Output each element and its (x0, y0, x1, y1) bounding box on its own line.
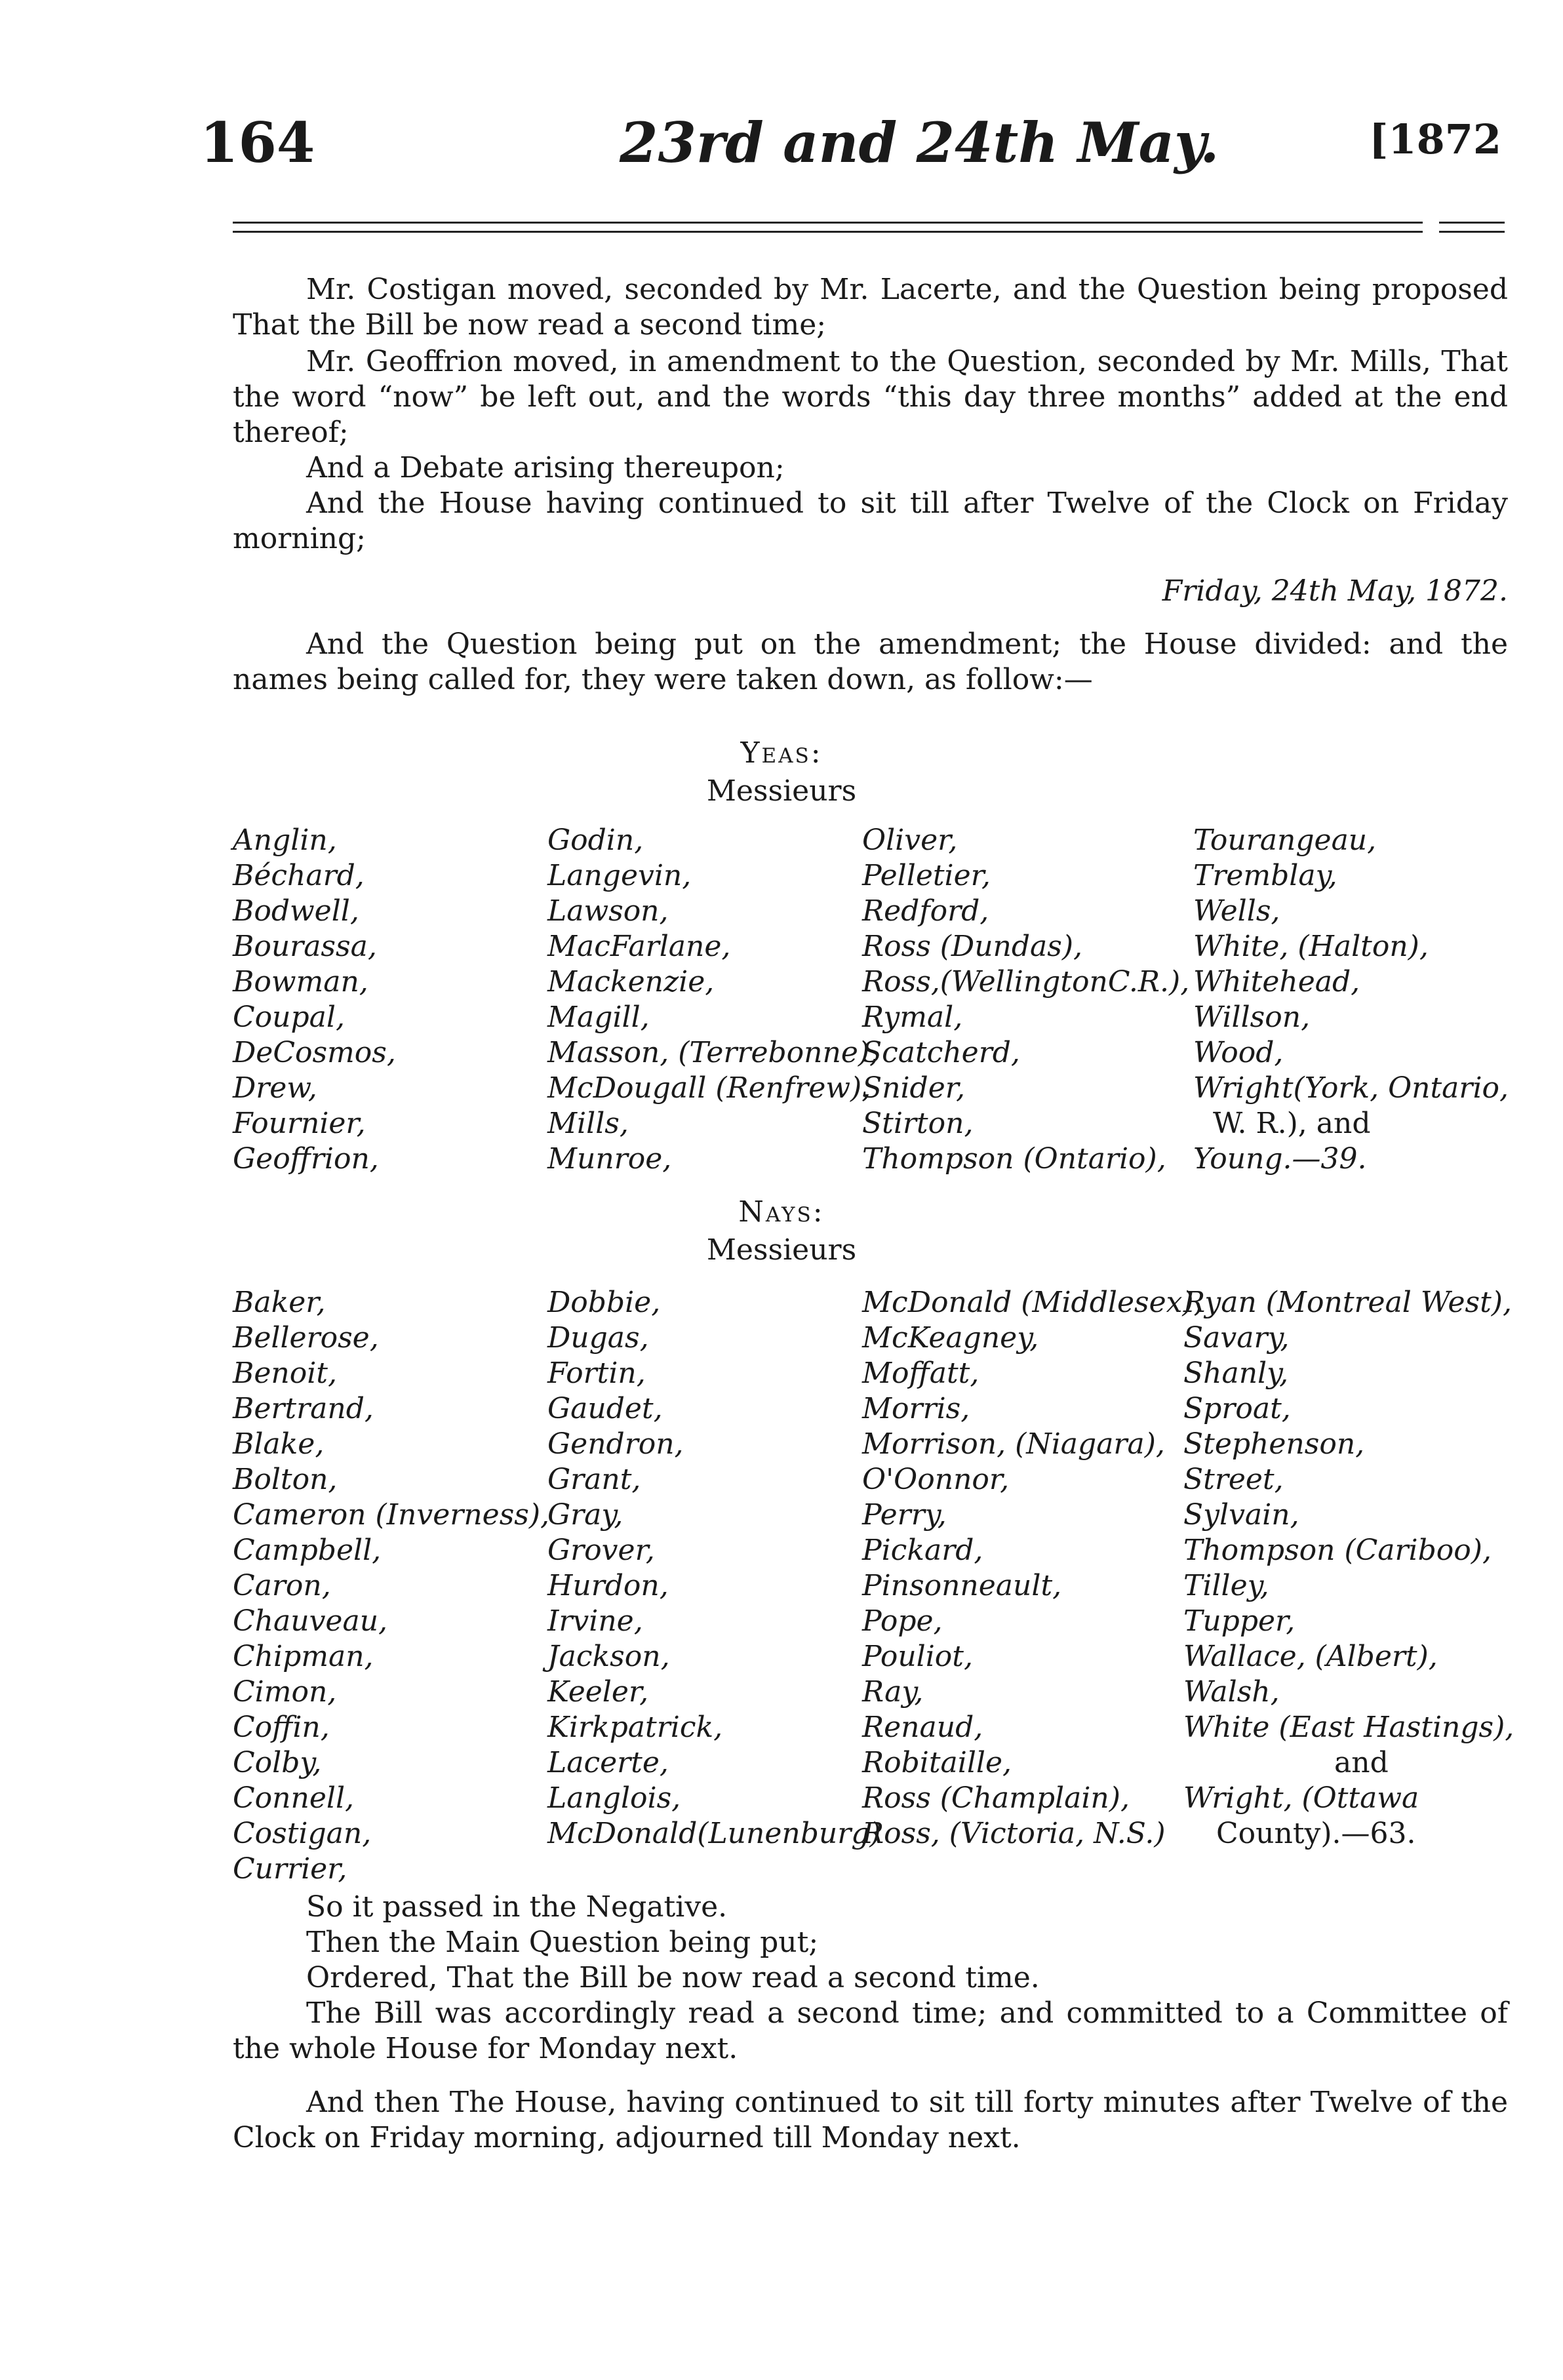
list-item: Coffin, (233, 1711, 330, 1744)
list-item: Anglin, (233, 823, 337, 857)
list-item: Campbell, (233, 1534, 382, 1567)
list-item: Gray, (547, 1498, 623, 1532)
list-item: Godin, (547, 823, 644, 857)
yeas-column-4 (1193, 823, 1509, 1177)
list-item: Renaud, (862, 1711, 983, 1744)
list-item: Stephenson, (1183, 1427, 1365, 1461)
list-item: Oliver, (862, 823, 958, 857)
nays-heading: Nays: (738, 1195, 825, 1229)
list-item: Bodwell, (233, 894, 359, 928)
date-line: Friday, 24th May, 1872. (1162, 574, 1508, 608)
list-item: Perry, (862, 1498, 947, 1532)
sitting-paragraph: And the House having continued to sit till after Twelve of the Clock on Friday morning; (233, 486, 1508, 555)
list-item: Mackenzie, (547, 965, 715, 999)
list-item: Pope, (862, 1604, 943, 1638)
list-item: Caron, (233, 1569, 331, 1602)
list-item: Sproat, (1183, 1392, 1291, 1425)
list-item: Chipman, (233, 1640, 374, 1673)
list-item: Stirton, (862, 1107, 974, 1140)
list-item: Colby, (233, 1746, 322, 1779)
list-item: Hurdon, (547, 1569, 669, 1602)
list-item: Mills, (547, 1107, 629, 1140)
list-item: McDonald(Lunenburg) (547, 1817, 881, 1850)
list-item: Cimon, (233, 1675, 337, 1709)
nays-column-2 (547, 1285, 881, 1852)
list-item: Walsh, (1183, 1675, 1280, 1709)
list-item: Wright(York, Ontario, (1193, 1071, 1509, 1105)
yeas-column-1 (233, 823, 396, 1177)
yeas-heading: Yeas: (740, 736, 823, 770)
adjournment-paragraph: And then The House, having continued to sit till forty minutes after Twelve of the Clock on Friday morning, adjourned till Monday next. (233, 2086, 1508, 2154)
list-item: Dugas, (547, 1321, 649, 1355)
list-item: Bowman, (233, 965, 368, 999)
list-item: Pinsonneault, (862, 1569, 1062, 1602)
list-item: Bellerose, (233, 1321, 379, 1355)
list-item: McKeagney, (862, 1321, 1039, 1355)
list-item: Thompson (Ontario), (862, 1142, 1166, 1176)
list-item: Whitehead, (1193, 965, 1360, 999)
list-item: Ross,(WellingtonC.R.), (862, 965, 1190, 999)
list-item: Ray, (862, 1675, 924, 1709)
list-item: Kirkpatrick, (547, 1711, 723, 1744)
list-item: Irvine, (547, 1604, 643, 1638)
header-rule-short (1439, 231, 1505, 233)
header-rule (233, 231, 1423, 233)
list-item: Sylvain, (1183, 1498, 1299, 1532)
list-item: Langlois, (547, 1781, 681, 1815)
page-title: 23rd and 24th May. (620, 110, 1219, 175)
list-item: and (1334, 1746, 1389, 1779)
list-item: Costigan, (233, 1817, 372, 1850)
list-item: Currier, (233, 1852, 347, 1886)
list-item: White (East Hastings), (1183, 1711, 1514, 1744)
nays-column-4 (1183, 1285, 1514, 1852)
list-item: Coupal, (233, 1001, 345, 1034)
header-rule (233, 222, 1423, 224)
list-item: Ross (Dundas), (862, 930, 1083, 963)
list-item: Lacerte, (547, 1746, 669, 1779)
list-item: Connell, (233, 1781, 355, 1815)
list-item: Blake, (233, 1427, 325, 1461)
list-item: Dobbie, (547, 1286, 661, 1319)
motion-paragraph: Mr. Costigan moved, seconded by Mr. Lacerte, and the Question being proposed That the Bill be now read a second time; (233, 273, 1508, 342)
list-item: Baker, (233, 1286, 326, 1319)
list-item: MacFarlane, (547, 930, 731, 963)
list-item: Jackson, (547, 1640, 670, 1673)
list-item: Gaudet, (547, 1392, 663, 1425)
list-item: Ross, (Victoria, N.S.) (862, 1817, 1166, 1850)
list-item: Tilley, (1183, 1569, 1269, 1602)
order-second-reading: Ordered, That the Bill be now read a second time. (306, 1961, 1040, 1994)
list-item: Savary, (1183, 1321, 1290, 1355)
list-item: McDonald (Middlesex), (862, 1286, 1203, 1319)
page-header (200, 110, 1508, 182)
list-item: Ross (Champlain), (862, 1781, 1130, 1815)
list-item: Pickard, (862, 1534, 983, 1567)
list-item: Tremblay, (1193, 859, 1337, 892)
list-item: Cameron (Inverness), (233, 1498, 550, 1532)
list-item: Bolton, (233, 1463, 338, 1496)
list-item: Morrison, (Niagara), (862, 1427, 1165, 1461)
list-item: Grant, (547, 1463, 641, 1496)
list-item: Street, (1183, 1463, 1284, 1496)
list-item: Wells, (1193, 894, 1280, 928)
nays-subheading: Messieurs (706, 1233, 857, 1267)
list-item: Robitaille, (862, 1746, 1012, 1779)
list-item: Béchard, (233, 859, 365, 892)
list-item: Lawson, (547, 894, 669, 928)
list-item: Masson, (Terrebonne), (547, 1036, 879, 1069)
header-year: [1872 (1369, 115, 1501, 163)
list-item: Redford, (862, 894, 989, 928)
list-item: Bertrand, (233, 1392, 374, 1425)
list-item: Geoffrion, (233, 1142, 379, 1176)
list-item: Wright, (Ottawa (1183, 1781, 1419, 1815)
list-item: Drew, (233, 1071, 317, 1105)
list-item: Thompson (Cariboo), (1183, 1534, 1492, 1567)
list-item: Munroe, (547, 1142, 672, 1176)
closing-proceedings (233, 1890, 1508, 2067)
list-item: Langevin, (547, 859, 692, 892)
yeas-subheading: Messieurs (706, 774, 857, 808)
list-item: Ryan (Montreal West), (1183, 1286, 1512, 1319)
list-item: Rymal, (862, 1001, 963, 1034)
list-item: Grover, (547, 1534, 655, 1567)
yeas-column-2 (547, 823, 879, 1177)
division-intro: And the Question being put on the amendment; the House divided: and the names being called for, they were taken down, as follow:— (233, 627, 1508, 696)
list-item: Fournier, (233, 1107, 366, 1140)
header-rule-short (1439, 222, 1505, 224)
list-item: O'Oonnor, (862, 1463, 1010, 1496)
list-item: McDougall (Renfrew), (547, 1071, 871, 1105)
list-item: Chauveau, (233, 1604, 388, 1638)
negative-result: So it passed in the Negative. (306, 1890, 728, 1924)
debate-paragraph: And a Debate arising thereupon; (306, 451, 785, 485)
main-question: Then the Main Question being put; (306, 1926, 819, 1959)
list-item: DeCosmos, (233, 1036, 396, 1069)
list-item: Gendron, (547, 1427, 684, 1461)
list-item: Bourassa, (233, 930, 377, 963)
nays-total: County).—63. (1216, 1817, 1416, 1850)
list-item: Pouliot, (862, 1640, 973, 1673)
list-item: Moffatt, (862, 1357, 979, 1390)
list-item: W. R.), and (1213, 1107, 1371, 1140)
list-item: Snider, (862, 1071, 965, 1105)
yeas-total: Young.—39. (1193, 1142, 1367, 1176)
amendment-paragraph: Mr. Geoffrion moved, in amendment to the Question, seconded by Mr. Mills, That the word “now” be left out, and the words “this day three months” added at the end thereof; (233, 345, 1508, 449)
list-item: Wood, (1193, 1036, 1284, 1069)
list-item: Magill, (547, 1001, 650, 1034)
list-item: Benoit, (233, 1357, 337, 1390)
list-item: Scatcherd, (862, 1036, 1020, 1069)
list-item: Willson, (1193, 1001, 1311, 1034)
nays-column-1 (233, 1285, 549, 1887)
list-item: Keeler, (547, 1675, 649, 1709)
list-item: Shanly, (1183, 1357, 1289, 1390)
list-item: White, (Halton), (1193, 930, 1429, 963)
list-item: Tourangeau, (1193, 823, 1377, 857)
yeas-column-3 (862, 823, 1189, 1177)
committal: The Bill was accordingly read a second time; and committed to a Committee of the whole House for Monday next. (233, 1996, 1508, 2065)
page-number: 164 (200, 110, 315, 175)
list-item: Fortin, (547, 1357, 646, 1390)
list-item: Morris, (862, 1392, 970, 1425)
list-item: Pelletier, (862, 859, 991, 892)
list-item: Tupper, (1183, 1604, 1296, 1638)
nays-column-3 (862, 1285, 1203, 1852)
list-item: Wallace, (Albert), (1183, 1640, 1438, 1673)
